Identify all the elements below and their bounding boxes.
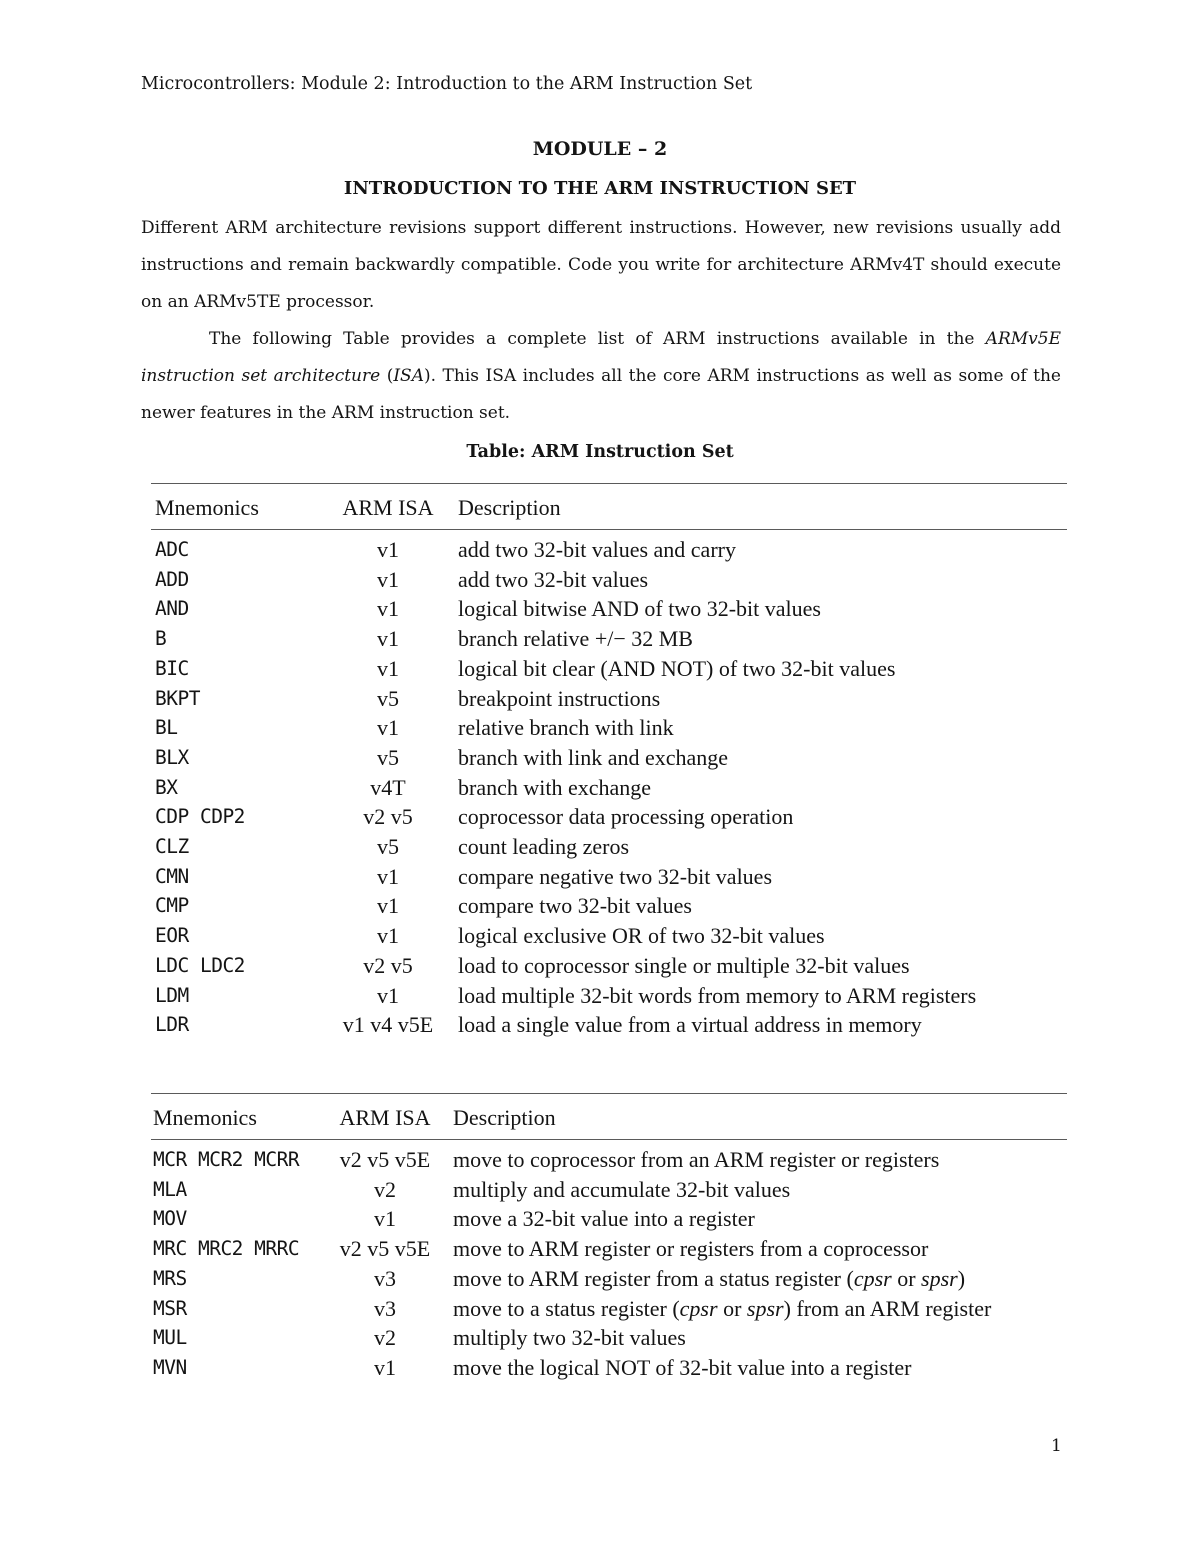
table-top-rule (151, 483, 1067, 484)
table-row (151, 654, 1067, 684)
isa-version-cell: v3 (374, 1265, 396, 1291)
mnemonic-cell: CMN (155, 864, 189, 888)
description-cell: branch relative +/− 32 MB (458, 626, 693, 652)
description-cell: logical bitwise AND of two 32-bit values (458, 596, 821, 622)
isa-version-cell: v1 (374, 1354, 396, 1380)
description-cell: move to a status register (cpsr or spsr) from an ARM register (453, 1295, 992, 1321)
header-mnemonics: Mnemonics (155, 495, 259, 520)
mnemonic-cell: CLZ (155, 835, 189, 858)
table-row (151, 1294, 1067, 1324)
table-header-rule (151, 529, 1067, 530)
mnemonic-cell: MVN (153, 1355, 187, 1379)
isa-paragraph-text: ). This ISA includes all the core ARM instructions as well as some of the newer features in the ARM instruction set. (141, 366, 1061, 423)
isa-paragraph-emphasis: ISA (393, 366, 424, 386)
description-cell: load to coprocessor single or multiple 32-bit values (458, 952, 910, 978)
table-row (151, 951, 1067, 981)
isa-version-cell: v1 (377, 596, 399, 622)
description-cell: add two 32-bit values (458, 566, 649, 592)
intro-paragraph: Different ARM architecture revisions support different instructions. However, new revisions usually add instructions and remain backwardly compatible. Code you write for architecture ARMv4T should execute on an ARMv5TE processor. (141, 218, 1061, 312)
mnemonic-cell: LDR (155, 1013, 189, 1037)
description-cell: load multiple 32-bit words from memory to ARM registers (458, 982, 977, 1008)
table-row (151, 594, 1067, 624)
description-cell: compare negative two 32-bit values (458, 863, 773, 889)
register-name: cpsr (679, 1295, 718, 1321)
description-cell: load a single value from a virtual address in memory (458, 1012, 922, 1038)
isa-version-cell: v2 v5 v5E (339, 1236, 431, 1262)
table-row (151, 1353, 1067, 1383)
description-cell: logical exclusive OR of two 32-bit values (458, 923, 825, 949)
isa-paragraph-text: ( (380, 366, 394, 386)
module-title: MODULE – 2 (532, 138, 668, 160)
description-cell: add two 32-bit values and carry (458, 537, 736, 562)
running-header: Microcontrollers: Module 2: Introduction to the ARM Instruction Set (141, 74, 753, 94)
mnemonic-cell: MRS (153, 1266, 187, 1290)
table-header-row (151, 1099, 1067, 1137)
table-header-rule (151, 1139, 1067, 1140)
mnemonic-cell: MLA (153, 1177, 187, 1201)
isa-version-cell: v5 (377, 744, 399, 770)
table-row (151, 1010, 1067, 1040)
description-cell: branch with exchange (458, 774, 652, 800)
isa-version-cell: v2 v5 (363, 952, 413, 978)
description-cell: breakpoint instructions (458, 685, 661, 711)
isa-paragraph-text: The following Table provides a complete list of ARM instructions available in the (209, 329, 986, 349)
isa-paragraph-emphasis: ARMv5E instruction set architecture (141, 329, 1061, 386)
table-row (151, 773, 1067, 803)
description-cell: move to coprocessor from an ARM register or registers (453, 1147, 940, 1172)
mnemonic-cell: MCR MCR2 MCRR (153, 1148, 300, 1171)
header-arm-isa: ARM ISA (339, 1105, 431, 1130)
description-cell: move to ARM register or registers from a coprocessor (453, 1236, 929, 1262)
description-cell: multiply two 32-bit values (453, 1325, 686, 1351)
isa-version-cell: v1 (377, 566, 399, 592)
description-cell: relative branch with link (458, 715, 674, 741)
mnemonic-cell: BLX (155, 745, 189, 769)
table-row (151, 624, 1067, 654)
isa-version-cell: v1 (377, 626, 399, 652)
table-row (151, 684, 1067, 714)
table-row (151, 1204, 1067, 1234)
header-arm-isa: ARM ISA (342, 495, 434, 520)
mnemonic-cell: AND (155, 597, 189, 621)
table-row (151, 891, 1067, 921)
header-description: Description (458, 495, 561, 520)
instruction-table-2 (151, 1093, 1067, 1393)
description-cell: move the logical NOT of 32-bit value into a register (453, 1354, 912, 1380)
mnemonic-cell: EOR (155, 924, 189, 948)
table-header-row (151, 489, 1067, 527)
mnemonic-cell: CDP CDP2 (155, 805, 245, 829)
register-name: spsr (921, 1265, 958, 1291)
mnemonic-cell: MOV (153, 1207, 187, 1231)
isa-version-cell: v1 v4 v5E (342, 1012, 434, 1038)
description-cell: count leading zeros (458, 834, 630, 859)
description-cell: logical bit clear (AND NOT) of two 32-bit values (458, 655, 896, 681)
table-row (151, 862, 1067, 892)
table-row (151, 1264, 1067, 1294)
isa-version-cell: v5 (377, 834, 399, 859)
isa-version-cell: v2 (374, 1176, 396, 1202)
table-row (151, 565, 1067, 595)
mnemonic-cell: BL (155, 716, 178, 740)
table-row (151, 1234, 1067, 1264)
mnemonic-cell: BX (155, 775, 178, 799)
mnemonic-cell: MRC MRC2 MRRC (153, 1237, 300, 1261)
mnemonic-cell: MSR (153, 1296, 187, 1320)
isa-version-cell: v1 (377, 715, 399, 741)
description-cell: move a 32-bit value into a register (453, 1206, 755, 1232)
isa-version-cell: v1 (377, 923, 399, 949)
isa-version-cell: v4T (370, 774, 406, 800)
table-row (151, 981, 1067, 1011)
mnemonic-cell: MUL (153, 1326, 187, 1350)
isa-version-cell: v5 (377, 685, 399, 711)
module-subtitle: INTRODUCTION TO THE ARM INSTRUCTION SET (343, 178, 857, 199)
table-caption: Table: ARM Instruction Set (466, 442, 734, 462)
isa-version-cell: v1 (377, 655, 399, 681)
table-row (151, 921, 1067, 951)
mnemonic-cell: BIC (155, 656, 189, 680)
description-cell: move to ARM register from a status register (cpsr or spsr) (453, 1265, 966, 1291)
mnemonic-cell: B (155, 627, 167, 651)
isa-paragraph (141, 321, 1061, 432)
table-row (151, 1145, 1067, 1175)
isa-version-cell: v1 (377, 537, 399, 562)
mnemonic-cell: LDC LDC2 (155, 953, 245, 977)
table-top-rule (151, 1093, 1067, 1094)
table-row (151, 802, 1067, 832)
description-cell: branch with link and exchange (458, 744, 729, 770)
header-description: Description (453, 1105, 556, 1130)
isa-version-cell: v2 v5 v5E (339, 1147, 431, 1172)
mnemonic-cell: ADC (155, 538, 189, 561)
table-row (151, 535, 1067, 565)
table-row (151, 1175, 1067, 1205)
instruction-table-1 (151, 483, 1067, 1043)
description-cell: coprocessor data processing operation (458, 804, 794, 830)
isa-version-cell: v1 (377, 893, 399, 919)
table-row (151, 1323, 1067, 1353)
table-row (151, 832, 1067, 862)
isa-version-cell: v1 (377, 863, 399, 889)
table-row (151, 743, 1067, 773)
isa-version-cell: v2 (374, 1325, 396, 1351)
description-cell: compare two 32-bit values (458, 893, 692, 919)
header-mnemonics: Mnemonics (153, 1105, 257, 1130)
register-name: cpsr (853, 1265, 892, 1291)
mnemonic-cell: CMP (155, 894, 189, 918)
isa-version-cell: v3 (374, 1295, 396, 1321)
isa-version-cell: v1 (374, 1206, 396, 1232)
mnemonic-cell: LDM (155, 983, 189, 1007)
mnemonic-cell: ADD (155, 567, 189, 591)
table-row (151, 713, 1067, 743)
mnemonic-cell: BKPT (155, 686, 200, 710)
register-name: spsr (746, 1295, 784, 1321)
isa-version-cell: v1 (377, 982, 399, 1008)
description-cell: multiply and accumulate 32-bit values (453, 1176, 791, 1202)
page-number: 1 (1051, 1436, 1062, 1456)
isa-version-cell: v2 v5 (363, 804, 413, 830)
